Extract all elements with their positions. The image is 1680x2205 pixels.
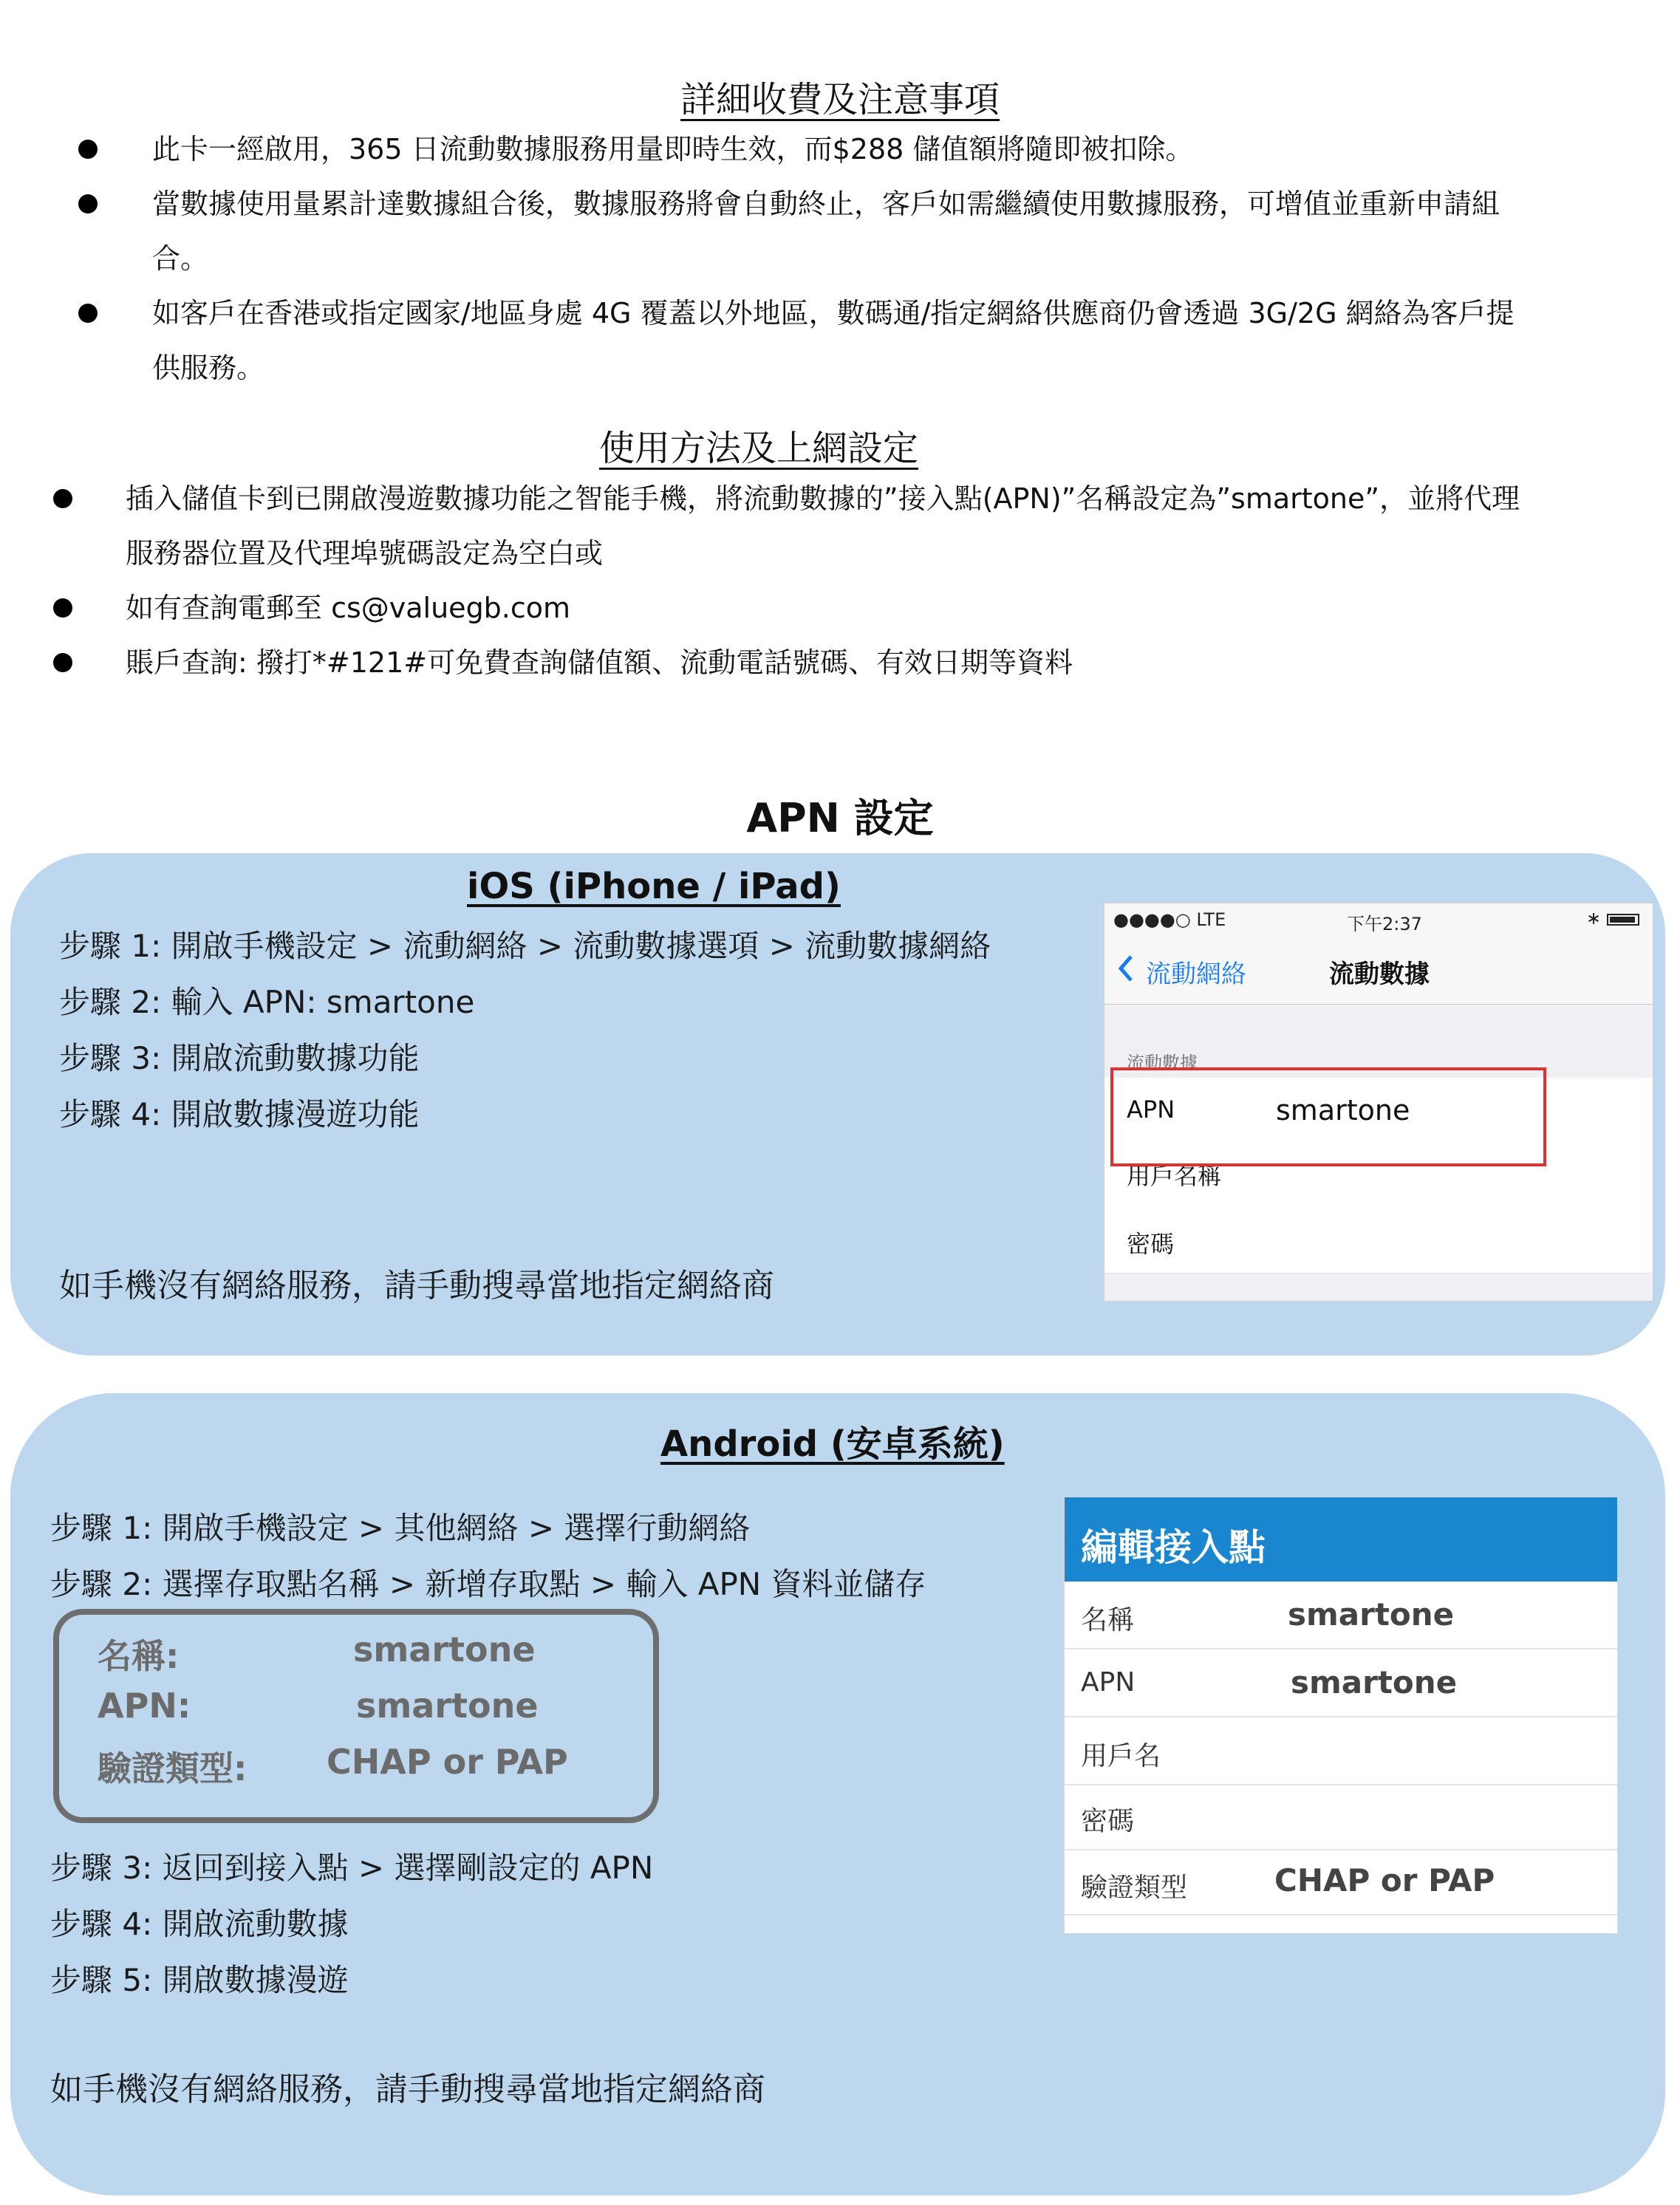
android-step-1: 步驟 1: 開啟手機設定 > 其他網絡 > 選擇行動網絡 — [50, 1510, 751, 1546]
ios-note: 如手機沒有網絡服務，請手動搜尋當地指定網絡商 — [59, 1267, 774, 1305]
ios-step-4: 步驟 4: 開啟數據漫遊功能 — [59, 1096, 420, 1132]
android-header: 編輯接入點 — [1065, 1497, 1617, 1582]
bullet-icon — [53, 598, 72, 618]
usage-heading: 使用方法及上網設定 — [598, 428, 918, 469]
android-step-2: 步驟 2: 選擇存取點名稱 > 新增存取點 > 輸入 APN 資料並儲存 — [50, 1566, 926, 1602]
chevron-left-icon[interactable] — [1115, 952, 1144, 985]
android-title: Android (安卓系統) — [660, 1423, 1005, 1465]
apn-detail-box: 名稱: smartone APN: smartone 驗證類型: CHAP or PAP — [53, 1609, 659, 1823]
back-button[interactable]: 流動網絡 — [1146, 960, 1246, 989]
ios-settings-screenshot — [1104, 903, 1653, 1302]
section-label: 流動數據 — [1127, 1053, 1198, 1073]
battery-icon — [1607, 914, 1639, 926]
list-item: 如客戶在香港或指定國家/地區身處 4G 覆蓋以外地區，數碼通/指定網絡供應商仍會透過 3G/2G 網絡為客戶提 供服務。 — [0, 286, 1680, 395]
ios-step-2: 步驟 2: 輸入 APN: smartone — [59, 984, 475, 1020]
clock-label: 下午2:37 — [1347, 914, 1422, 934]
bullet-icon — [53, 653, 72, 672]
android-step-5: 步驟 5: 開啟數據漫遊 — [50, 1962, 349, 1998]
password-row[interactable]: 密碼 — [1065, 1782, 1617, 1850]
list-item: 插入儲值卡到已開啟漫遊數據功能之智能手機，將流動數據的”接入點(APN)”名稱設定為”smartone”，並將代理 服務器位置及代理埠號碼設定為空白或 — [0, 471, 1680, 581]
bullet-icon — [53, 489, 72, 508]
username-row[interactable]: 用戶名稱 — [1104, 1143, 1653, 1209]
fees-heading: 詳細收費及注意事項 — [680, 79, 1000, 120]
bullet-icon — [78, 194, 98, 213]
ios-step-1: 步驟 1: 開啟手機設定 > 流動網絡 > 流動數據選項 > 流動數據網絡 — [59, 928, 991, 964]
password-row[interactable]: 密碼 — [1104, 1208, 1653, 1274]
apn-value[interactable]: smartone — [1276, 1094, 1410, 1127]
android-step-3: 步驟 3: 返回到接入點 > 選擇剛設定的 APN — [50, 1850, 654, 1886]
list-item: 如有查詢電郵至 cs@valuegb.com — [0, 581, 1680, 635]
bluetooth-icon: ∗ — [1586, 908, 1602, 929]
list-item: 賬戶查詢: 撥打*#121#可免費查詢儲值額、流動電話號碼、有效日期等資料 — [0, 635, 1680, 690]
auth-type-row[interactable]: 驗證類型 CHAP or PAP — [1065, 1847, 1617, 1915]
highlight-box — [1110, 1067, 1546, 1166]
name-row[interactable]: 名稱 smartone — [1065, 1582, 1617, 1650]
username-row[interactable]: 用戶名 — [1065, 1717, 1617, 1785]
list-item: 當數據使用量累計達數據組合後，數據服務將會自動終止，客戶如需繼續使用數據服務，可增值並重新申請組 合。 — [0, 177, 1680, 286]
bullet-icon — [78, 304, 98, 323]
nav-title: 流動數據 — [1329, 960, 1430, 989]
list-item: 此卡一經啟用，365 日流動數據服務用量即時生效，而$288 儲值額將隨即被扣除。 — [0, 122, 1680, 177]
ios-status-bar — [1104, 903, 1653, 936]
apn-title: APN 設定 — [746, 795, 934, 841]
android-step-4: 步驟 4: 開啟流動數據 — [50, 1906, 349, 1942]
carrier-label: ●●●●○ LTE — [1113, 909, 1226, 930]
ios-step-3: 步驟 3: 開啟流動數據功能 — [59, 1040, 420, 1076]
apn-row[interactable]: APN smartone — [1065, 1650, 1617, 1717]
ios-title: iOS (iPhone / iPad) — [467, 866, 841, 907]
bullet-icon — [78, 140, 98, 159]
apn-row[interactable]: APN smartone — [1104, 1078, 1653, 1143]
fees-list — [0, 122, 1680, 395]
usage-list — [0, 471, 1680, 690]
ios-nav-bar — [1104, 936, 1653, 1005]
android-apn-screenshot — [1064, 1497, 1618, 1934]
android-note: 如手機沒有網絡服務，請手動搜尋當地指定網絡商 — [50, 2071, 765, 2108]
